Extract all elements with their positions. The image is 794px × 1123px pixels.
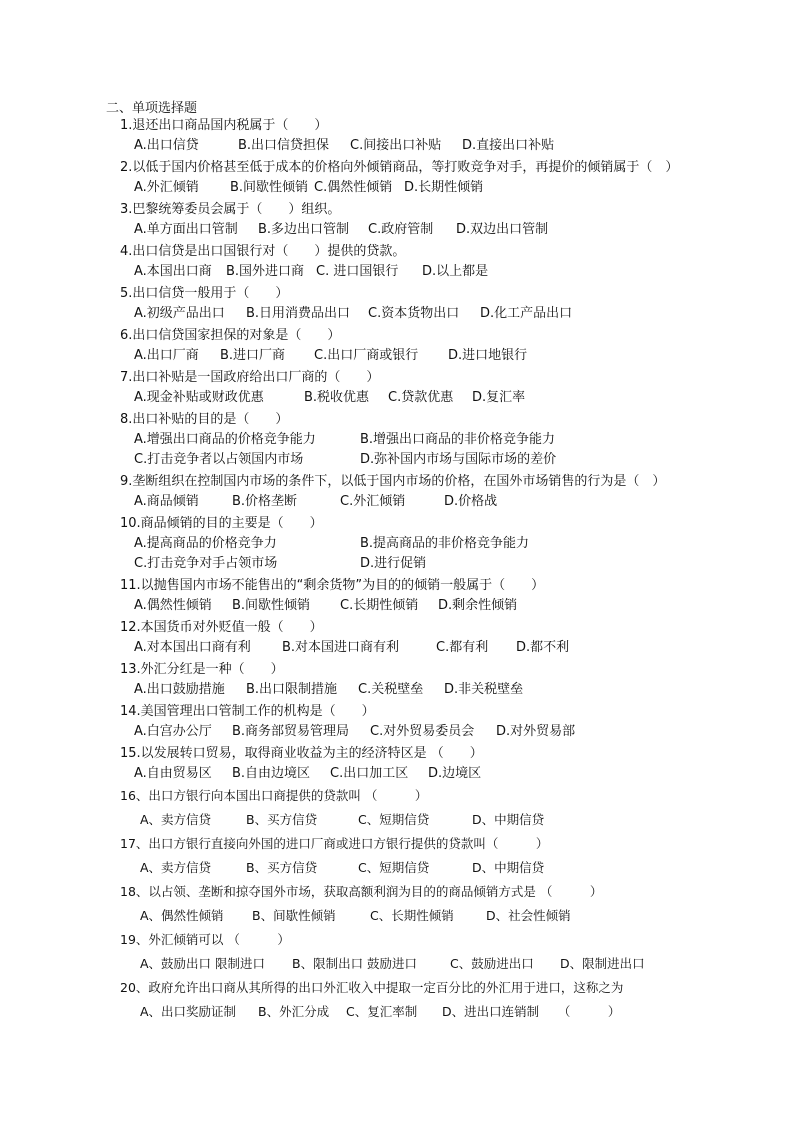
option-c: C.贷款优惠 (388, 390, 454, 405)
option-b: B.增强出口商品的非价格竞争能力 (360, 432, 556, 447)
option-a: A.出口厂商 (134, 348, 199, 363)
option-a: A.本国出口商 (134, 264, 212, 279)
option-d: D.以上都是 (422, 264, 489, 279)
question-options (120, 221, 548, 241)
question-4 (120, 243, 488, 283)
option-d: D、中期信贷 (472, 812, 545, 827)
question-stem: 11.以抛售国内市场不能售出的“剩余货物”为目的的倾销一般属于（ ） (120, 578, 545, 593)
option-c: C.都有利 (436, 640, 489, 655)
option-b: B.税收优惠 (304, 390, 370, 405)
question-5 (120, 285, 572, 325)
option-a: A、偶然性倾销 (140, 908, 224, 923)
option-b: B.多边出口管制 (258, 222, 350, 237)
option-b: B.进口厂商 (220, 348, 286, 363)
option-b: B.商务部贸易管理局 (232, 724, 350, 739)
option-a: A.现金补贴或财政优惠 (134, 390, 264, 405)
question-options-row2 (120, 451, 556, 471)
question-options (120, 723, 575, 743)
question-options (120, 493, 665, 513)
question-15 (120, 745, 483, 785)
option-c: C.政府管制 (368, 222, 434, 237)
question-20 (120, 979, 623, 1027)
question-stem: 9.垄断组织在控制国内市场的条件下，以低于国内市场的价格，在国外市场销售的行为是（ ） (120, 474, 666, 489)
option-d: D.弥补国内市场与国际市场的差价 (360, 452, 557, 467)
question-2 (120, 159, 678, 199)
question-7 (120, 369, 525, 409)
option-b: B、间歇性倾销 (252, 908, 336, 923)
option-d: D、中期信贷 (472, 860, 545, 875)
option-c: C.对外贸易委员会 (370, 724, 475, 739)
option-b: B.间歇性倾销 (230, 180, 309, 195)
option-a: A.偶然性倾销 (134, 598, 212, 613)
option-a: A.对本国出口商有利 (134, 640, 251, 655)
option-c: C、短期信贷 (358, 860, 430, 875)
question-stem: 14.美国管理出口管制工作的机构是（ ） (120, 704, 375, 719)
option-a: A、鼓励出口 限制进口 (140, 956, 266, 971)
option-d: D.长期性倾销 (404, 180, 484, 195)
option-d: D、限制进出口 (560, 956, 645, 971)
question-6 (120, 327, 527, 367)
option-c: C.间接出口补贴 (350, 138, 442, 153)
option-c: C.打击竞争者以占领国内市场 (134, 452, 304, 467)
section-title: 二、单项选择题 (106, 101, 198, 116)
option-c: C、长期性倾销 (370, 908, 454, 923)
question-9 (120, 473, 665, 513)
option-c: C.资本货物出口 (368, 306, 460, 321)
question-stem: 20、政府允许出口商从其所得的出口外汇收入中提取一定百分比的外汇用于进口，这称之为 (120, 980, 624, 995)
option-d: D.双边出口管制 (456, 222, 549, 237)
question-options (120, 179, 678, 199)
question-18 (120, 883, 602, 931)
option-d: D.进行促销 (360, 556, 427, 571)
option-c: C、鼓励进出口 (450, 956, 534, 971)
option-a: A.白宫办公厅 (134, 724, 212, 739)
question-options (120, 1003, 623, 1027)
question-options (120, 681, 523, 701)
option-c: C.出口厂商或银行 (314, 348, 419, 363)
option-c: C. 进口国银行 (316, 264, 399, 279)
question-options (120, 639, 569, 659)
option-d: D.非关税壁垒 (444, 682, 524, 697)
option-a: A.出口鼓励措施 (134, 682, 225, 697)
option-c: C.打击竞争对手占领市场 (134, 556, 278, 571)
option-a: A.增强出口商品的价格竞争能力 (134, 432, 316, 447)
question-10 (120, 515, 529, 575)
question-options (120, 263, 488, 283)
option-c: C、复汇率制 (346, 1004, 418, 1019)
option-b: B、买方信贷 (246, 812, 318, 827)
question-stem: 10.商品倾销的目的主要是（ ） (120, 516, 323, 531)
option-c: C.偶然性倾销 (314, 180, 393, 195)
option-a: A.自由贸易区 (134, 766, 212, 781)
option-c: C.出口加工区 (330, 766, 409, 781)
option-d: D.边境区 (428, 766, 482, 781)
option-c: C.关税壁垒 (358, 682, 424, 697)
option-d: D.都不利 (516, 640, 570, 655)
question-options (120, 597, 544, 617)
question-stem: 5.出口信贷一般用于（ ） (120, 286, 289, 301)
question-stem: 16、出口方银行向本国出口商提供的贷款叫 （ ） (120, 788, 428, 803)
option-b: B.日用消费品出口 (246, 306, 351, 321)
question-stem: 2.以低于国内价格甚至低于成本的价格向外倾销商品，等打败竞争对手，再提价的倾销属于（ ） (120, 160, 679, 175)
question-16 (120, 787, 544, 835)
option-d: D、进出口连销制 （ ） (442, 1004, 621, 1019)
question-stem: 12.本国货币对外贬值一般（ ） (120, 620, 323, 635)
option-b: B.出口信贷担保 (238, 138, 330, 153)
option-d: D.化工产品出口 (480, 306, 573, 321)
question-stem: 1.退还出口商品国内税属于（ ） (120, 118, 328, 133)
option-d: D.复汇率 (472, 390, 526, 405)
option-a: A.外汇倾销 (134, 180, 199, 195)
question-stem: 17、出口方银行直接向外国的进口厂商或进口方银行提供的贷款叫（ ） (120, 836, 549, 851)
option-d: D.直接出口补贴 (462, 138, 555, 153)
question-19 (120, 931, 645, 979)
option-b: B、限制出口 鼓励进口 (292, 956, 418, 971)
option-a: A、卖方信贷 (140, 860, 212, 875)
question-options (120, 859, 548, 883)
question-stem: 15.以发展转口贸易，取得商业收益为主的经济特区是 （ ） (120, 746, 483, 761)
option-a: A、卖方信贷 (140, 812, 212, 827)
question-options (120, 305, 572, 325)
question-options (120, 811, 544, 835)
question-stem: 18、以占领、垄断和掠夺国外市场，获取高额利润为目的的商品倾销方式是 （ ） (120, 884, 603, 899)
option-c: C.长期性倾销 (340, 598, 419, 613)
option-b: B.提高商品的非价格竞争能力 (360, 536, 530, 551)
question-stem: 6.出口信贷国家担保的对象是（ ） (120, 328, 341, 343)
option-b: B.对本国进口商有利 (282, 640, 400, 655)
question-options (120, 907, 602, 931)
option-c: C、短期信贷 (358, 812, 430, 827)
question-options (120, 137, 554, 157)
option-c: C.外汇倾销 (340, 494, 406, 509)
question-13 (120, 661, 523, 701)
question-options (120, 765, 483, 785)
option-b: B.出口限制措施 (246, 682, 338, 697)
question-11 (120, 577, 544, 617)
option-b: B.国外进口商 (226, 264, 305, 279)
question-8 (120, 411, 556, 471)
question-14 (120, 703, 575, 743)
option-b: B、买方信贷 (246, 860, 318, 875)
question-12 (120, 619, 569, 659)
question-options-row2 (120, 555, 529, 575)
option-b: B.间歇性倾销 (232, 598, 311, 613)
option-d: D.剩余性倾销 (438, 598, 518, 613)
question-options (120, 955, 645, 979)
option-d: D.进口地银行 (448, 348, 528, 363)
question-stem: 19、外汇倾销可以 （ ） (120, 932, 290, 947)
option-a: A.单方面出口管制 (134, 222, 238, 237)
question-options (120, 431, 556, 451)
option-a: A.出口信贷 (134, 138, 199, 153)
option-a: A.提高商品的价格竞争力 (134, 536, 277, 551)
option-a: A.商品倾销 (134, 494, 199, 509)
question-options (120, 535, 529, 555)
option-a: A.初级产品出口 (134, 306, 225, 321)
option-b: B.价格垄断 (232, 494, 298, 509)
option-d: D.价格战 (444, 494, 498, 509)
option-b: B、外汇分成 (258, 1004, 330, 1019)
question-stem: 3.巴黎统筹委员会属于（ ）组织。 (120, 202, 341, 217)
question-17 (120, 835, 548, 883)
question-3 (120, 201, 548, 241)
question-options (120, 347, 527, 367)
option-a: A、出口奖励证制 (140, 1004, 237, 1019)
question-stem: 13.外汇分红是一种（ ） (120, 662, 284, 677)
option-b: B.自由边境区 (232, 766, 311, 781)
question-stem: 8.出口补贴的目的是（ ） (120, 412, 289, 427)
option-d: D、社会性倾销 (486, 908, 571, 923)
question-options (120, 389, 525, 409)
question-stem: 7.出口补贴是一国政府给出口厂商的（ ） (120, 370, 380, 385)
question-stem: 4.出口信贷是出口国银行对（ ）提供的贷款。 (120, 244, 406, 259)
option-d: D.对外贸易部 (496, 724, 576, 739)
question-1 (120, 117, 554, 157)
